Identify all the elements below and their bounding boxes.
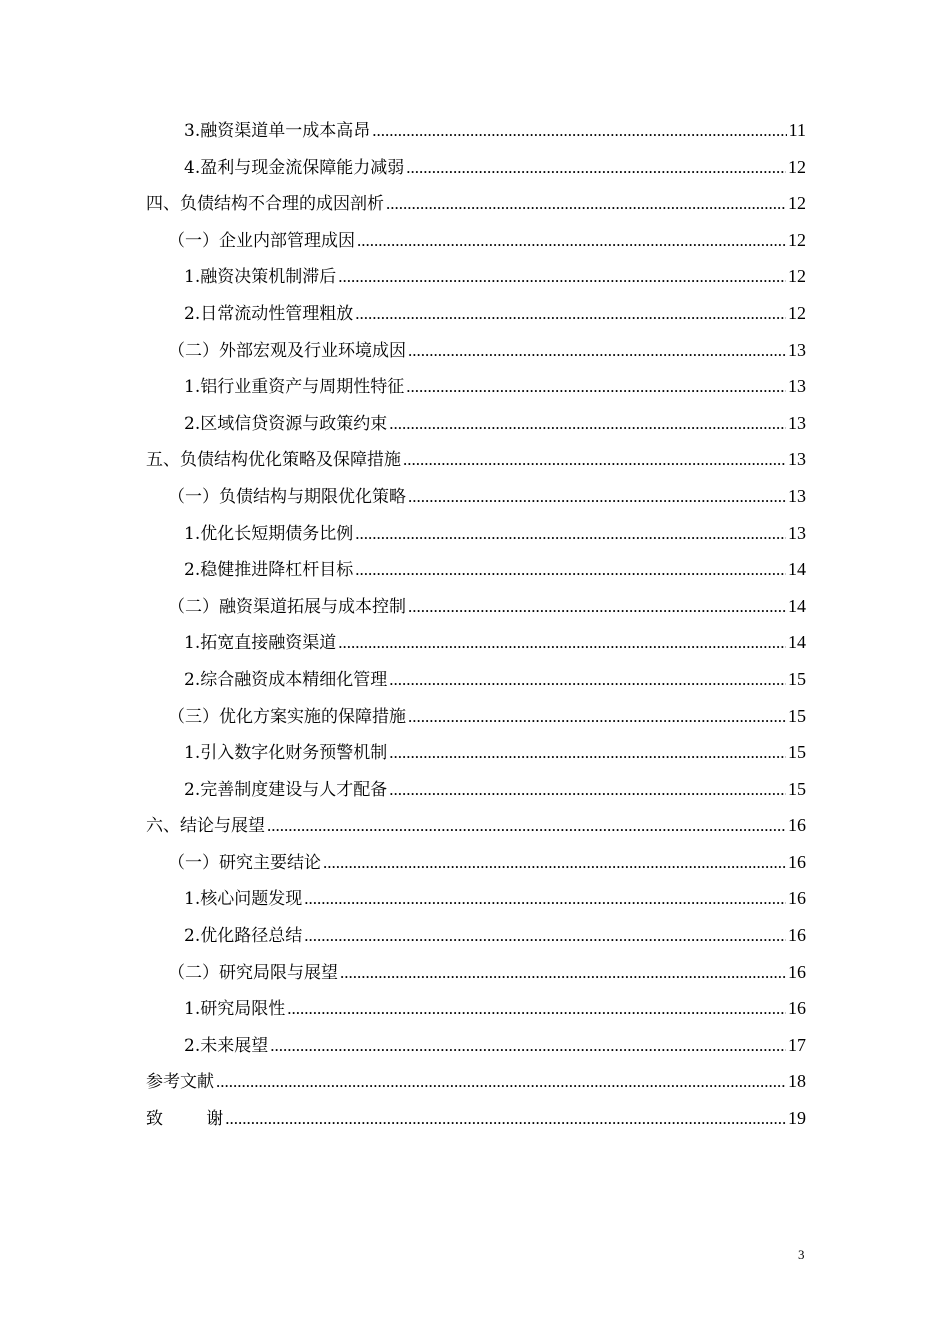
toc-entry-label: 2.完善制度建设与人才配备 — [184, 779, 388, 800]
toc-leader-dots — [304, 918, 786, 955]
toc-entry-label: （二）融资渠道拓展与成本控制 — [168, 596, 406, 617]
toc-entry-page: 12 — [788, 302, 806, 323]
table-of-contents — [146, 112, 806, 1137]
toc-entry-page: 16 — [788, 815, 806, 836]
toc-entry-page: 12 — [788, 229, 806, 250]
toc-entry[interactable] — [146, 661, 806, 698]
toc-entry-page: 16 — [788, 961, 806, 982]
toc-leader-dots — [389, 662, 786, 699]
toc-entry-page: 12 — [788, 193, 806, 214]
toc-leader-dots — [267, 808, 786, 845]
toc-entry[interactable] — [146, 588, 806, 625]
toc-leader-dots — [403, 442, 786, 479]
toc-entry-page: 14 — [788, 595, 806, 616]
toc-entry[interactable] — [146, 990, 806, 1027]
toc-entry[interactable] — [146, 954, 806, 991]
toc-entry-label: 3.融资渠道单一成本高昂 — [184, 121, 371, 141]
toc-entry-page: 13 — [788, 485, 806, 506]
toc-entry[interactable] — [146, 1063, 806, 1100]
toc-entry-page: 13 — [788, 412, 806, 433]
toc-entry-label: （三）优化方案实施的保障措施 — [168, 706, 406, 727]
toc-entry-page: 13 — [788, 522, 806, 543]
toc-entry[interactable] — [146, 807, 806, 844]
toc-entry-page: 18 — [788, 1071, 806, 1092]
toc-entry[interactable] — [146, 112, 806, 149]
toc-entry[interactable] — [146, 478, 806, 515]
toc-entry-label: 2.稳健推进降杠杆目标 — [184, 560, 354, 581]
toc-entry-page: 16 — [788, 998, 806, 1019]
toc-entry-page: 15 — [788, 742, 806, 763]
toc-leader-dots — [408, 589, 786, 626]
toc-entry[interactable] — [146, 917, 806, 954]
toc-entry-label: 1.铝行业重资产与周期性特征 — [184, 377, 405, 398]
toc-leader-dots — [357, 223, 786, 260]
toc-entry-page: 16 — [788, 888, 806, 909]
toc-entry-page: 15 — [788, 668, 806, 689]
toc-entry-label: 2.日常流动性管理粗放 — [184, 303, 354, 324]
toc-entry-page: 15 — [788, 778, 806, 799]
toc-entry-label: 2.未来展望 — [184, 1035, 269, 1056]
toc-entry-label: 1.研究局限性 — [184, 999, 286, 1020]
toc-leader-dots — [225, 1101, 786, 1138]
toc-entry-label: （一）企业内部管理成因 — [168, 230, 355, 251]
toc-entry-label: 1.核心问题发现 — [184, 889, 303, 910]
toc-leader-dots — [406, 150, 786, 187]
toc-entry[interactable] — [146, 332, 806, 369]
toc-entry[interactable] — [146, 880, 806, 917]
toc-leader-dots — [338, 259, 786, 296]
toc-leader-dots — [338, 625, 786, 662]
toc-entry-label: 1.优化长短期债务比例 — [184, 523, 354, 544]
toc-entry[interactable] — [146, 441, 806, 478]
toc-entry-label: 1.引入数字化财务预警机制 — [184, 743, 388, 764]
toc-entry-page: 13 — [788, 376, 806, 397]
toc-entry-page: 12 — [788, 266, 806, 287]
toc-leader-dots — [355, 552, 786, 589]
toc-entry[interactable] — [146, 551, 806, 588]
toc-entry[interactable] — [146, 295, 806, 332]
toc-entry-page: 15 — [788, 705, 806, 726]
toc-leader-dots — [216, 1064, 786, 1101]
toc-leader-dots — [270, 1028, 786, 1065]
toc-leader-dots — [389, 735, 786, 772]
toc-entry-label: 4.盈利与现金流保障能力减弱 — [184, 157, 405, 178]
toc-entry[interactable] — [146, 515, 806, 552]
toc-entry-page: 12 — [788, 156, 806, 177]
toc-leader-dots — [389, 772, 786, 809]
toc-leader-dots — [304, 881, 786, 918]
toc-entry-label: （一）负债结构与期限优化策略 — [168, 486, 406, 507]
toc-entry[interactable] — [146, 1027, 806, 1064]
toc-entry-label: （一）研究主要结论 — [168, 852, 321, 873]
toc-entry[interactable] — [146, 1100, 806, 1137]
toc-entry-label: （二）外部宏观及行业环境成因 — [168, 340, 406, 361]
toc-entry[interactable] — [146, 698, 806, 735]
toc-entry[interactable] — [146, 368, 806, 405]
toc-leader-dots — [408, 333, 786, 370]
toc-leader-dots — [355, 296, 786, 333]
toc-entry-page: 16 — [788, 851, 806, 872]
toc-entry-page: 13 — [788, 449, 806, 470]
toc-entry-page: 14 — [788, 559, 806, 580]
toc-entry-label: 2.优化路径总结 — [184, 926, 303, 947]
toc-entry-page: 17 — [788, 1034, 806, 1055]
toc-leader-dots — [406, 369, 786, 406]
toc-entry-label: （二）研究局限与展望 — [168, 962, 338, 983]
toc-entry-label: 四、负债结构不合理的成因剖析 — [146, 194, 384, 215]
toc-leader-dots — [389, 406, 786, 443]
toc-entry-label: 致 谢 — [146, 1109, 224, 1130]
toc-entry[interactable] — [146, 149, 806, 186]
toc-leader-dots — [408, 699, 786, 736]
toc-leader-dots — [372, 113, 786, 150]
toc-leader-dots — [323, 845, 786, 882]
toc-entry-page: 13 — [788, 339, 806, 360]
toc-leader-dots — [408, 479, 786, 516]
toc-leader-dots — [287, 991, 786, 1028]
toc-entry-page: 16 — [788, 925, 806, 946]
toc-entry[interactable] — [146, 185, 806, 222]
toc-entry-label: 1.拓宽直接融资渠道 — [184, 633, 337, 654]
toc-entry-label: 2.区域信贷资源与政策约束 — [184, 413, 388, 434]
toc-entry-label: 参考文献 — [146, 1072, 214, 1093]
toc-entry[interactable] — [146, 258, 806, 295]
toc-entry-label: 1.融资决策机制滞后 — [184, 267, 337, 288]
toc-leader-dots — [386, 186, 786, 223]
toc-entry-page: 14 — [788, 632, 806, 653]
toc-leader-dots — [340, 955, 786, 992]
toc-entry[interactable] — [146, 844, 806, 881]
toc-entry[interactable] — [146, 405, 806, 442]
toc-entry[interactable] — [146, 771, 806, 808]
toc-entry-page: 19 — [788, 1108, 806, 1129]
toc-leader-dots — [355, 516, 786, 553]
toc-entry-label: 2.综合融资成本精细化管理 — [184, 669, 388, 690]
toc-entry[interactable] — [146, 734, 806, 771]
toc-entry[interactable] — [146, 624, 806, 661]
toc-entry[interactable] — [146, 222, 806, 259]
toc-entry-label: 五、负债结构优化策略及保障措施 — [146, 450, 401, 471]
toc-entry-page: 11 — [788, 120, 806, 140]
page-number: 3 — [798, 1247, 805, 1262]
toc-entry-label: 六、结论与展望 — [146, 816, 265, 837]
